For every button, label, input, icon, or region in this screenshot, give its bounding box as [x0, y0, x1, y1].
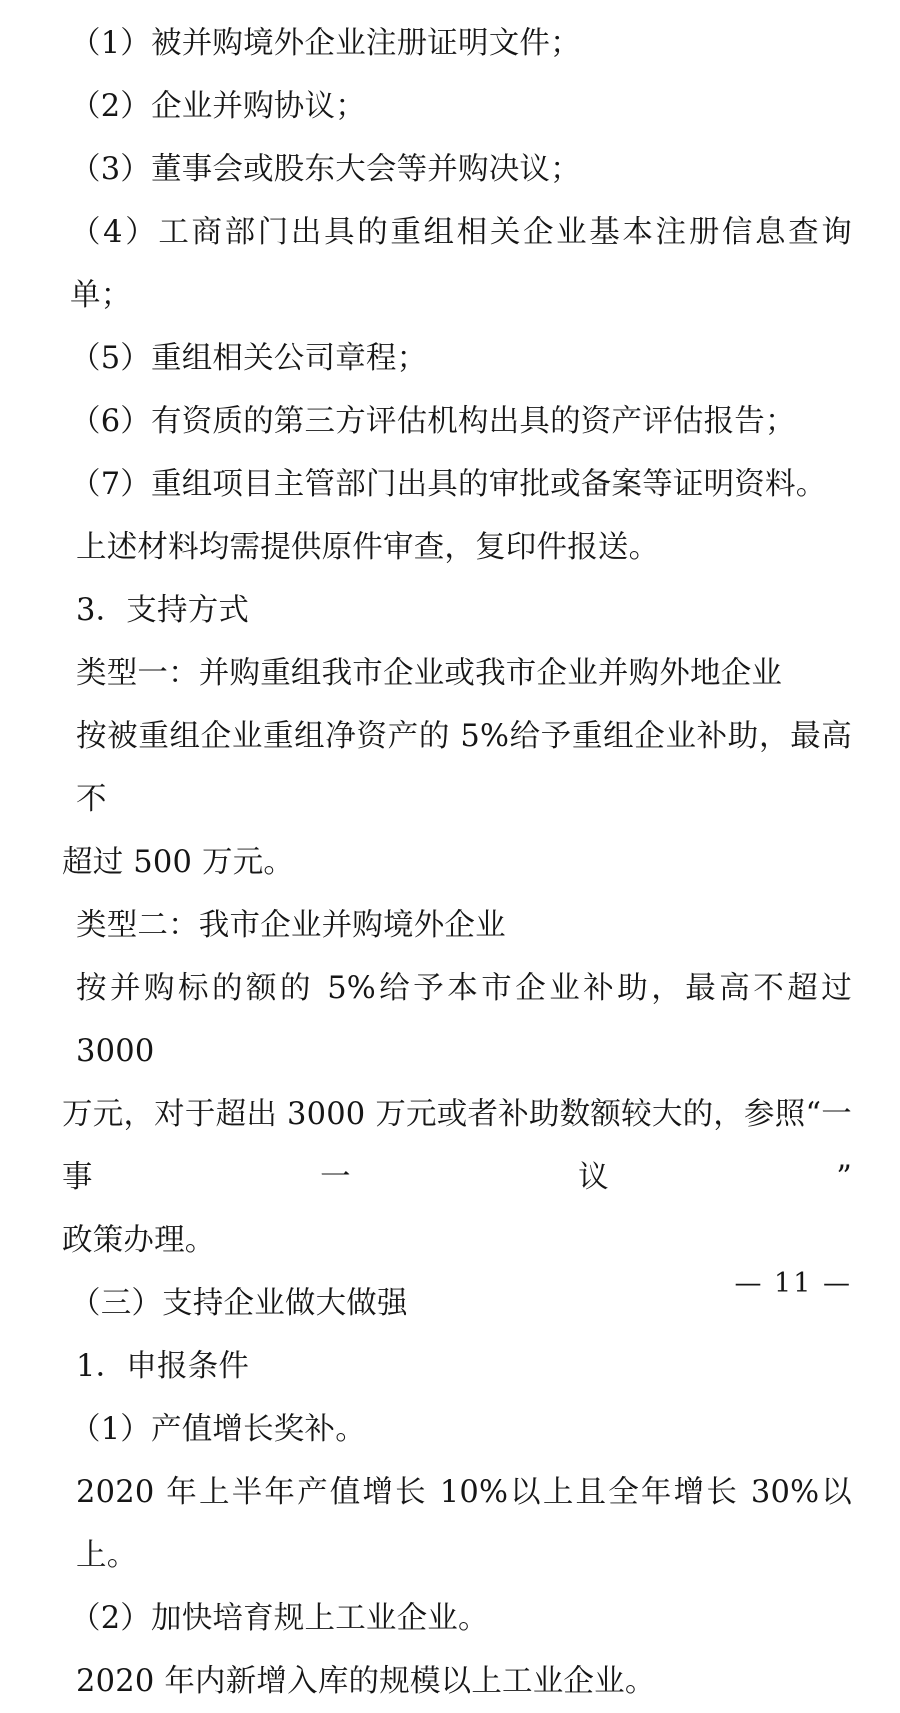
paragraph-line: 上述材料均需提供原件审查，复印件报送。 — [76, 530, 660, 565]
document-body — [62, 12, 862, 1713]
paragraph-line: （3）董事会或股东大会等并购决议； — [70, 152, 581, 187]
paragraph-line: （2）企业并购协议； — [70, 89, 366, 124]
section-heading-support-method: 3．支持方式 — [76, 593, 250, 628]
paragraph-line: 超过 500 万元。 — [62, 845, 295, 880]
paragraph-line: （1）被并购境外企业注册证明文件； — [70, 26, 581, 61]
paragraph-line: （5）重组相关公司章程； — [70, 341, 428, 376]
paragraph-line: 类型一：并购重组我市企业或我市企业并购外地企业 — [76, 656, 783, 691]
paragraph-line: （7）重组项目主管部门出具的审批或备案等证明资料。 — [70, 467, 827, 502]
paragraph-line: 按并购标的额的 5%给予本市企业补助，最高不超过 3000 — [76, 971, 862, 1069]
section-heading-application-conditions: 1．申报条件 — [76, 1349, 250, 1384]
paragraph-line: （1）产值增长奖补。 — [70, 1412, 366, 1447]
paragraph-line: 类型二：我市企业并购境外企业 — [76, 908, 506, 943]
paragraph-line: 政策办理。 — [62, 1223, 216, 1258]
paragraph-line: 2020 年内新增入库的规模以上工业企业。 — [76, 1664, 656, 1699]
paragraph-line: （4）工商部门出具的重组相关企业基本注册信息查询单； — [70, 215, 852, 313]
paragraph-line: （2）加快培育规上工业企业。 — [70, 1601, 489, 1636]
paragraph-line: （6）有资质的第三方评估机构出具的资产评估报告； — [70, 404, 796, 439]
paragraph-line: 2020 年上半年产值增长 10%以上且全年增长 30%以上。 — [76, 1475, 852, 1573]
paragraph-line: 按被重组企业重组净资产的 5%给予重组企业补助，最高不 — [76, 719, 852, 817]
section-heading-support-enterprises: （三）支持企业做大做强 — [70, 1286, 408, 1321]
page-number: — 11 — — [734, 1268, 852, 1299]
paragraph-line: 万元，对于超出 3000 万元或者补助数额较大的，参照“一事一议” — [62, 1097, 852, 1195]
